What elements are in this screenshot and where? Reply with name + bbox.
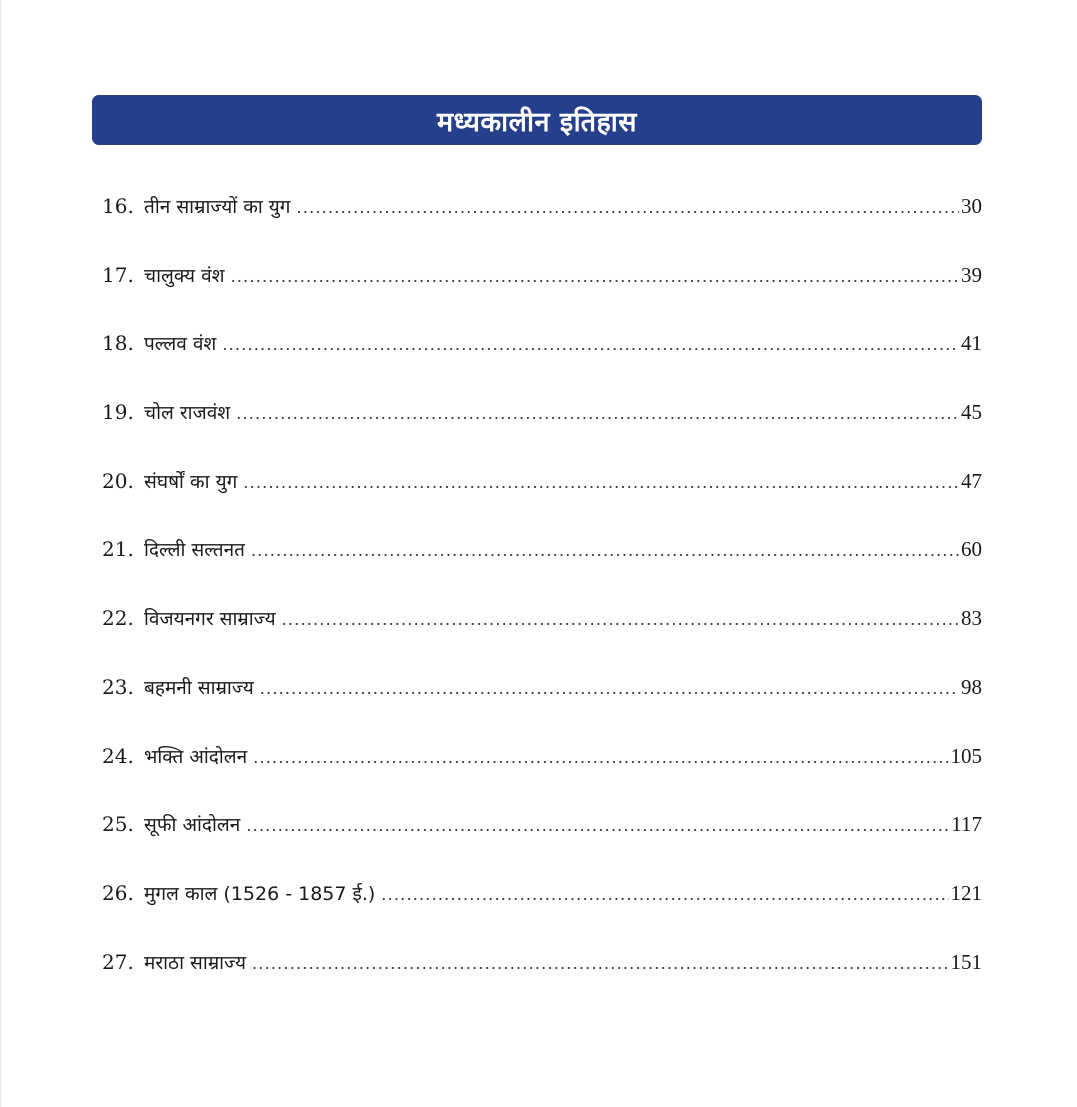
toc-entry[interactable] bbox=[102, 255, 982, 324]
toc-entry[interactable] bbox=[102, 804, 982, 873]
toc-entry[interactable] bbox=[102, 598, 982, 667]
toc-entry-number: 23. bbox=[102, 674, 134, 699]
toc-entry-title: मुगल काल (1526 - 1857 ई.) bbox=[144, 882, 376, 905]
toc-entry-title: तीन साम्राज्यों का युग bbox=[144, 196, 291, 218]
toc-entry-title: भक्ति आंदोलन bbox=[144, 745, 248, 768]
toc-entry-page: 98 bbox=[961, 674, 982, 699]
toc-entry-page: 39 bbox=[961, 262, 982, 287]
toc-entry-page: 151 bbox=[950, 949, 982, 974]
toc-entry-number: 21. bbox=[102, 537, 134, 562]
toc-entry[interactable] bbox=[102, 873, 982, 942]
toc-entry-number: 24. bbox=[102, 743, 134, 768]
dot-leader bbox=[297, 188, 959, 228]
toc-entry-page: 121 bbox=[950, 880, 982, 905]
toc-entry-page: 117 bbox=[951, 812, 982, 837]
toc-entry-number: 27. bbox=[102, 949, 134, 974]
dot-leader bbox=[251, 531, 959, 571]
toc-entry[interactable] bbox=[102, 323, 982, 392]
toc-entry[interactable] bbox=[102, 667, 982, 736]
section-title: मध्यकालीन इतिहास bbox=[436, 106, 638, 138]
toc-entry[interactable] bbox=[102, 186, 982, 255]
toc-entry-title: मराठा साम्राज्य bbox=[144, 951, 246, 974]
toc-entry[interactable] bbox=[102, 942, 982, 1011]
toc-entry-page: 83 bbox=[961, 606, 982, 631]
toc-entry-page: 47 bbox=[961, 468, 982, 493]
toc-entry-number: 26. bbox=[102, 880, 134, 905]
toc-entry-number: 17. bbox=[102, 262, 134, 287]
dot-leader bbox=[222, 325, 959, 365]
dot-leader bbox=[236, 394, 959, 434]
toc-entry-title: दिल्ली सल्तनत bbox=[144, 539, 245, 562]
toc-entry[interactable] bbox=[102, 736, 982, 805]
toc-entry-title: बहमनी साम्राज्य bbox=[144, 676, 254, 699]
toc-entry-number: 25. bbox=[102, 812, 134, 837]
toc-entry-number: 19. bbox=[102, 400, 134, 425]
toc-entry-number: 20. bbox=[102, 468, 134, 493]
toc-entry[interactable] bbox=[102, 529, 982, 598]
toc-entry-page: 41 bbox=[961, 331, 982, 356]
toc-entry-page: 30 bbox=[961, 194, 982, 218]
toc-entry[interactable] bbox=[102, 392, 982, 461]
toc-entry-number: 22. bbox=[102, 606, 134, 631]
dot-leader bbox=[260, 669, 959, 709]
toc-entry-page: 105 bbox=[950, 743, 982, 768]
page-edge-divider bbox=[0, 0, 1, 1107]
toc-entry-page: 60 bbox=[961, 537, 982, 562]
dot-leader bbox=[246, 806, 949, 846]
toc-entry-title: पल्लव वंश bbox=[144, 333, 217, 356]
toc-entry-title: विजयनगर साम्राज्य bbox=[144, 608, 276, 631]
toc-entry-number: 18. bbox=[102, 331, 134, 356]
dot-leader bbox=[243, 463, 959, 503]
dot-leader bbox=[252, 944, 949, 984]
section-header-banner bbox=[92, 95, 982, 145]
toc-entry-page: 45 bbox=[961, 400, 982, 425]
dot-leader bbox=[231, 257, 959, 297]
dot-leader bbox=[282, 600, 959, 640]
toc-entry-title: सूफी आंदोलन bbox=[144, 814, 241, 837]
dot-leader bbox=[253, 738, 948, 778]
toc-entry-title: संघर्षों का युग bbox=[144, 470, 238, 493]
toc-entry-title: चोल राजवंश bbox=[144, 402, 231, 425]
table-of-contents bbox=[102, 186, 982, 1010]
dot-leader bbox=[381, 875, 948, 915]
toc-entry-number: 16. bbox=[102, 194, 134, 218]
toc-entry-title: चालुक्य वंश bbox=[144, 264, 225, 287]
toc-entry[interactable] bbox=[102, 461, 982, 530]
